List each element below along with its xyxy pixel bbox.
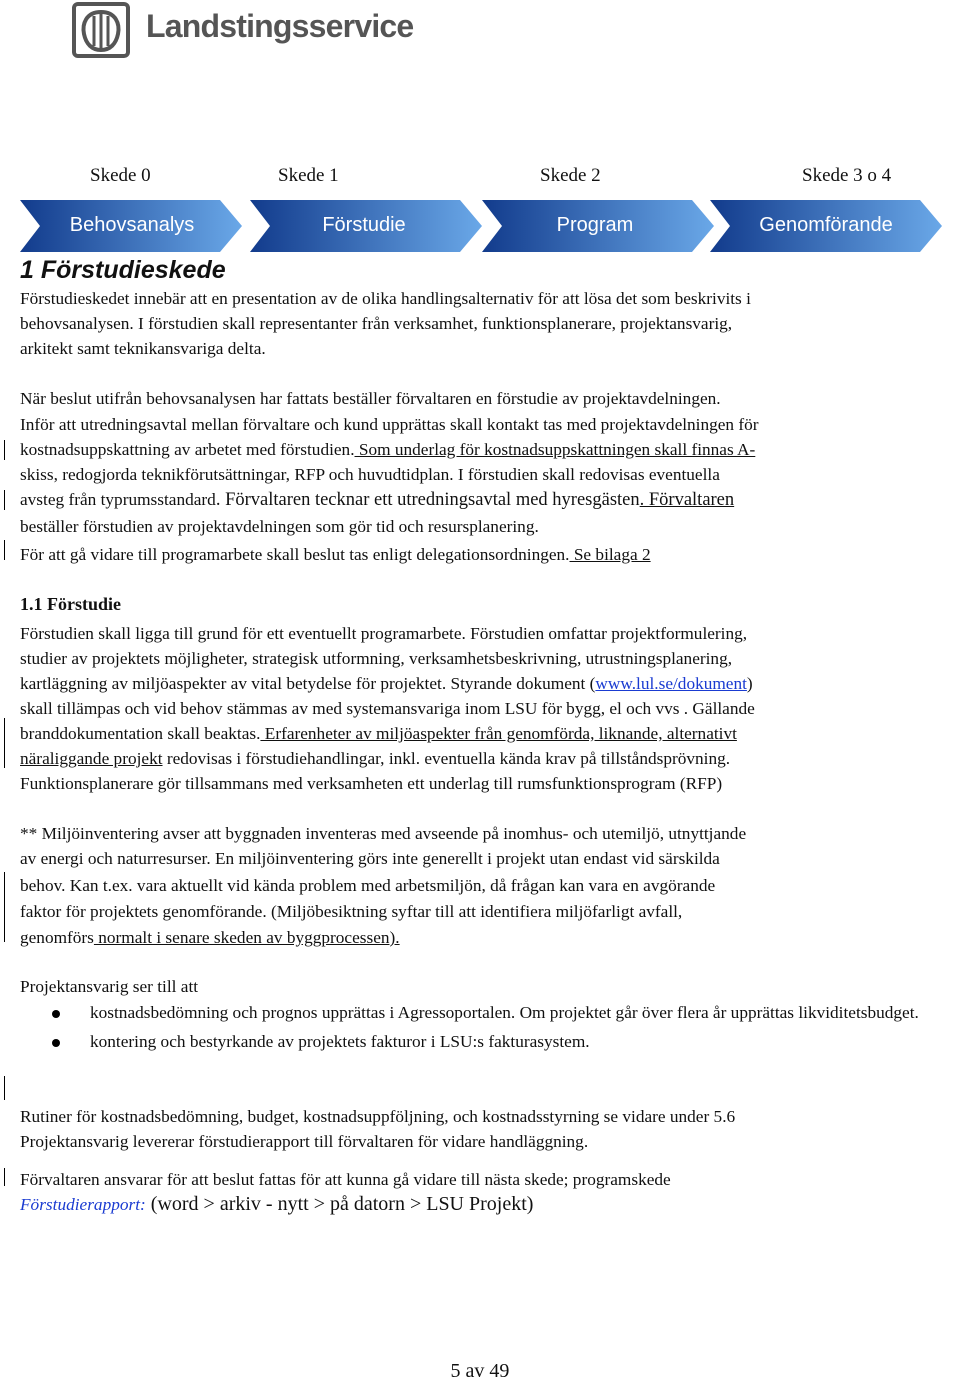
responsibility-list (48, 1000, 928, 1058)
contract-line-3: skiss, redogjorda teknikförutsättningar, RFP och huvudtidplan. I förstudien skall redovisas eventuella (20, 465, 720, 484)
prestudy-line-5: branddokumentation skall beaktas. Erfarenheter av miljöaspekter från genomförda, liknande, alternativt (20, 724, 737, 743)
change-bar (4, 440, 5, 460)
change-bar (4, 872, 5, 942)
note-line-2: av energi och naturresurser. En miljöinventering görs inte generellt i projekt utan endast vid särskilda (20, 849, 720, 868)
bullet-icon (52, 1010, 60, 1018)
change-bar (4, 718, 5, 768)
note-line-5: genomförs normalt i senare skeden av byggprocessen). (20, 928, 400, 947)
section-title: 1 Förstudieskede (20, 256, 226, 284)
stage-label-0: Skede 0 (90, 165, 151, 186)
routines-line-1: Rutiner för kostnadsbedömning, budget, kostnadsuppföljning, och kostnadsstyrning se vidare under 5.6 (20, 1107, 736, 1126)
closing-line-1: Förvaltaren ansvarar för att beslut fattas för att kunna gå vidare till nästa skede; programskede (20, 1170, 671, 1189)
phase-label-2: Program (556, 214, 634, 236)
contract-line-1: Inför att utredningsavtal mellan förvaltare och kund upprättas skall kontakt tas med projektavdelningen för (20, 415, 759, 434)
contract-line-4: avsteg från typrumsstandard. Förvaltaren tecknar ett utredningsavtal med hyresgästen. Förvaltaren (20, 490, 735, 510)
subsection-title: 1.1 Förstudie (20, 594, 121, 614)
stage-label-3: Skede 3 o 4 (802, 165, 892, 186)
page-number: 5 av 49 (450, 1360, 510, 1382)
change-bar (4, 1076, 5, 1100)
prestudy-line-1: Förstudien skall ligga till grund för ett eventuellt programarbete. Förstudien omfattar projektformulering, (20, 624, 748, 643)
prestudy-line-6: näraliggande projekt redovisas i förstudiehandlingar, inkl. eventuella kända krav på tillståndsprövning. (20, 749, 731, 768)
change-bar (4, 540, 5, 560)
document-link[interactable]: www.lul.se/dokument (595, 674, 747, 693)
note-line-4: faktor för projektets genomförande. (Miljöbesiktning syftar till att identifiera miljöfarligt avfall, (20, 902, 683, 921)
prestudy-line-4: skall tillämpas och vid behov stämmas av med systemansvariga inom LSU för bygg, el och vvs . Gällande (20, 699, 755, 718)
responsibility-intro: Projektansvarig ser till att (20, 977, 199, 996)
change-bar (4, 1168, 5, 1186)
stage-label-2: Skede 2 (540, 165, 601, 186)
decision-paragraph: När beslut utifrån behovsanalysen har fattats beställer förvaltaren en förstudie av projektavdelningen. (20, 389, 721, 408)
stage-label-1: Skede 1 (278, 165, 339, 186)
closing-line-2: Förstudierapport: (word > arkiv - nytt > på datorn > LSU Projekt) (20, 1193, 534, 1215)
section-intro-line-1: Förstudieskedet innebär att en presentation av de olika handlingsalternativ för att lösa det som beskrivits i (20, 289, 751, 308)
change-bar (4, 490, 5, 510)
section-intro-line-2: behovsanalysen. I förstudien skall representanter från verksamhet, funktionsplanerare, projektansvarig, (20, 314, 733, 333)
section-intro-line-3: arkitekt samt teknikansvariga delta. (20, 339, 266, 358)
routines-line-2: Projektansvarig levererar förstudierapport till förvaltaren för vidare handläggning. (20, 1132, 589, 1151)
logo (72, 2, 414, 58)
phase-label-3: Genomförande (759, 214, 893, 236)
phase-label-0: Behovsanalys (69, 214, 195, 236)
prestudy-line-2: studier av projektets möjligheter, strategisk utformning, verksamhetsbeskrivning, utrustningsplanering, (20, 649, 733, 668)
contract-line-5: beställer förstudien av projektavdelningen som gör tid och resursplanering. (20, 517, 539, 536)
bullet-icon (52, 1039, 60, 1047)
note-line-3: behov. Kan t.ex. vara aktuellt vid kända problem med arbetsmiljön, då frågan kan vara en avgörande (20, 876, 716, 895)
phase-label-1: Förstudie (322, 214, 406, 236)
landstingsservice-logo-icon (72, 2, 130, 58)
prestudy-line-7: Funktionsplanerare gör tillsammans med verksamheten ett underlag till rumsfunktionsprogram (RFP) (20, 774, 723, 793)
logo-text: Landstingsservice (146, 8, 414, 44)
report-template-label[interactable]: Förstudierapport: (20, 1195, 146, 1214)
list-item: kostnadsbedömning och prognos upprättas i Agressoportalen. Om projektet går över flera år upprättas likviditetsbudget. (48, 1000, 928, 1025)
prestudy-line-3: kartläggning av miljöaspekter av vital betydelse för projektet. Styrande dokument (www.lul.se/dokument) (20, 674, 753, 693)
contract-line-2: kostnadsuppskattning av arbetet med förstudien. Som underlag för kostnadsuppskattningen skall finnas A- (20, 440, 756, 459)
note-line-1: ** Miljöinventering avser att byggnaden inventeras med avseende på inomhus- och utemiljö, utnyttjande (20, 824, 747, 843)
list-item: kontering och bestyrkande av projektets fakturor i LSU:s fakturasystem. (48, 1029, 928, 1054)
contract-line-6: För att gå vidare till programarbete skall beslut tas enligt delegationsordningen. Se bilaga 2 (20, 545, 651, 564)
